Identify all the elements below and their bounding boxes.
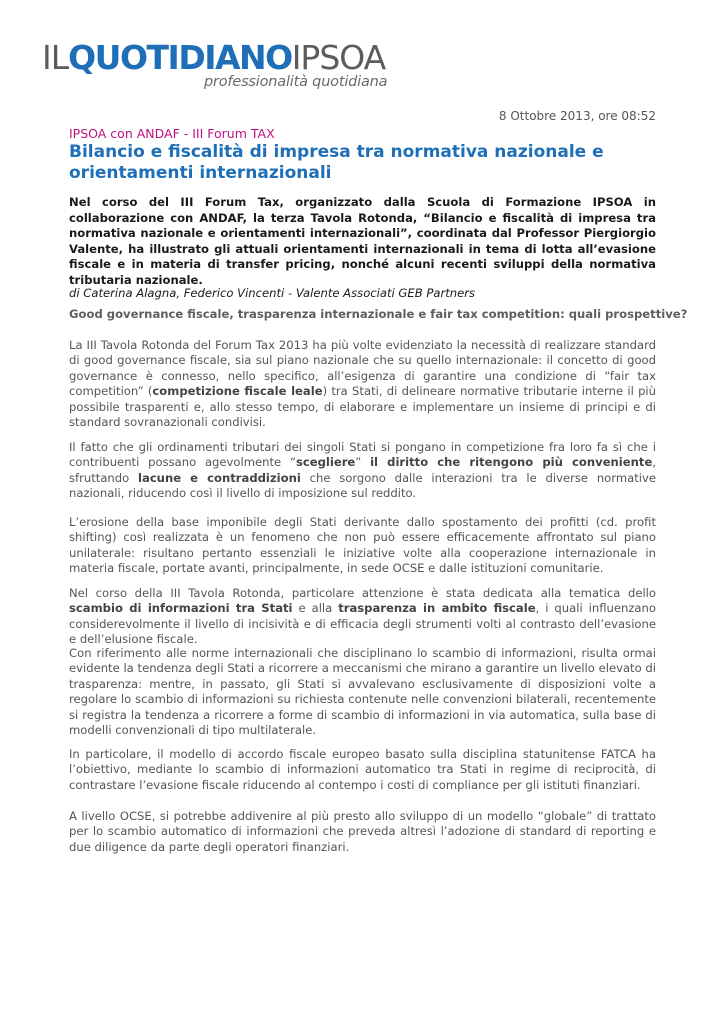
article-authors: di Caterina Alagna, Federico Vincenti - Valente Associati GEB Partners — [69, 286, 476, 300]
paragraph-text: Nel corso della III Tavola Rotonda, particolare attenzione è stata dedicata alla tematica dello — [69, 586, 656, 600]
paragraph-5: Con riferimento alle norme internazionali che disciplinano lo scambio di informazioni, risulta ormai evidente la tendenza degli Stati a ricorrere a meccanismi che mirano a garantire un livello elevato di trasparenza: mentre, in passato, gli Stati si avvalevano esclusivamente di disposizioni volte a regolare lo scambio di informazioni su richiesta contenute nelle convenzioni bilaterali, recentemente si registra la tendenza a ricorrere a forme di scambio di informazioni in via automatica, sulla base di modelli convenzionali di tipo multilaterale. — [69, 646, 656, 738]
paragraph-emphasis: competizione fiscale leale — [152, 384, 323, 399]
logo-il: IL — [42, 38, 69, 77]
article-kicker: IPSOA con ANDAF - III Forum TAX — [69, 126, 275, 141]
paragraph-text: ) tra Stati, di delineare normative tributarie interne il più possibile trasparenti e, allo stesso tempo, di elaborare e implementare un insieme di principi e di standard sovranazionali condivisi. — [69, 384, 657, 430]
paragraph-text: , sfruttando — [69, 455, 656, 485]
paragraph-text: e alla — [292, 601, 339, 616]
paragraph-emphasis: il diritto che ritengono più conveniente — [370, 455, 653, 470]
article-date: 8 Ottobre 2013, ore 08:52 — [498, 109, 656, 123]
article-title: Bilancio e fiscalità di impresa tra normativa nazionale e orientamenti internazionali — [69, 142, 604, 183]
paragraph-emphasis: trasparenza in ambito fiscale — [338, 601, 536, 616]
paragraph-text: La III Tavola Rotonda del Forum Tax 2013 ha più volte evidenziato la necessità di realizzare standard di good governance fiscale, sia sul piano nazionale che su quello internazionale: il concetto di good governance è connesso, nello specifico, all’esigenza di garantire una condizione di “fair tax competition” ( — [69, 338, 656, 399]
paragraph-text: Il fatto che gli ordinamenti tributari dei singoli Stati si pongano in competizione fra loro fa sì che i contribuenti possano agevolmente “ — [69, 440, 656, 470]
paragraph-text: che sorgono dalle interazioni tra le diverse normative nazionali, riducendo così il livello di imposizione sul reddito. — [69, 470, 657, 501]
logo-wordmark — [42, 38, 386, 77]
paragraph-emphasis: scambio di informazioni tra Stati — [69, 601, 293, 616]
paragraph-text: ” — [355, 455, 371, 470]
quotidiano-ipsoa-logo[interactable] — [42, 38, 388, 96]
paragraph-4 — [69, 586, 656, 648]
paragraph-emphasis: lacune e contraddizioni — [138, 470, 301, 485]
paragraph-7: A livello OCSE, si potrebbe addivenire al più presto allo sviluppo di un modello “globale” di trattato per lo scambio automatico di informazioni che preveda altresì l’adozione di standard di reporting e due diligence da parte degli operatori finanziari. — [69, 809, 656, 854]
paragraph-6: In particolare, il modello di accordo fiscale europeo basato sulla disciplina statunitense FATCA ha l’obiettivo, mediante lo scambio di informazioni automatico tra Stati in regime di reciprocità, di contrastare l’evasione fiscale riducendo al contempo i costi di compliance per gli istituti finanziari. — [69, 747, 656, 792]
article-lead: Nel corso del III Forum Tax, organizzato dalla Scuola di Formazione IPSOA in collaborazione con ANDAF, la terza Tavola Rotonda, “Bilancio e fiscalità di impresa tra normativa nazionale e orientamenti internazionali”, coordinata dal Professor Piergiorgio Valente, ha illustrato gli attuali orientamenti internazionali in tema di lotta all’evasione fiscale e in materia di transfer pricing, nonché alcuni recenti sviluppi della normativa tributaria nazionale. — [69, 195, 656, 287]
logo-quotidiano: QUOTIDIANO — [68, 38, 292, 77]
logo-tagline: professionalità quotidiana — [204, 74, 388, 90]
paragraph-text: , i quali influenzano considerevolmente il livello di incisività e di efficacia degli strumenti volti al contrasto dell’evasione e dell’elusione fiscale. — [69, 601, 656, 647]
paragraph-2 — [69, 440, 656, 502]
logo-ipsoa: IPSOA — [291, 38, 386, 77]
article-subhead: Good governance fiscale, trasparenza internazionale e fair tax competition: quali prospettive? — [69, 307, 688, 321]
paragraph-1 — [69, 338, 656, 430]
paragraph-emphasis: scegliere — [295, 455, 356, 470]
paragraph-3: L’erosione della base imponibile degli Stati derivante dallo spostamento dei profitti (cd. profit shifting) così realizzata è un fenomeno che non può essere efficacemente affrontato sul piano unilaterale: risultano pertanto essenziali le iniziative volte alla cooperazione internazionale in materia fiscale, portate avanti, principalmente, in sede OCSE e dalle istituzioni comunitarie. — [69, 515, 656, 576]
